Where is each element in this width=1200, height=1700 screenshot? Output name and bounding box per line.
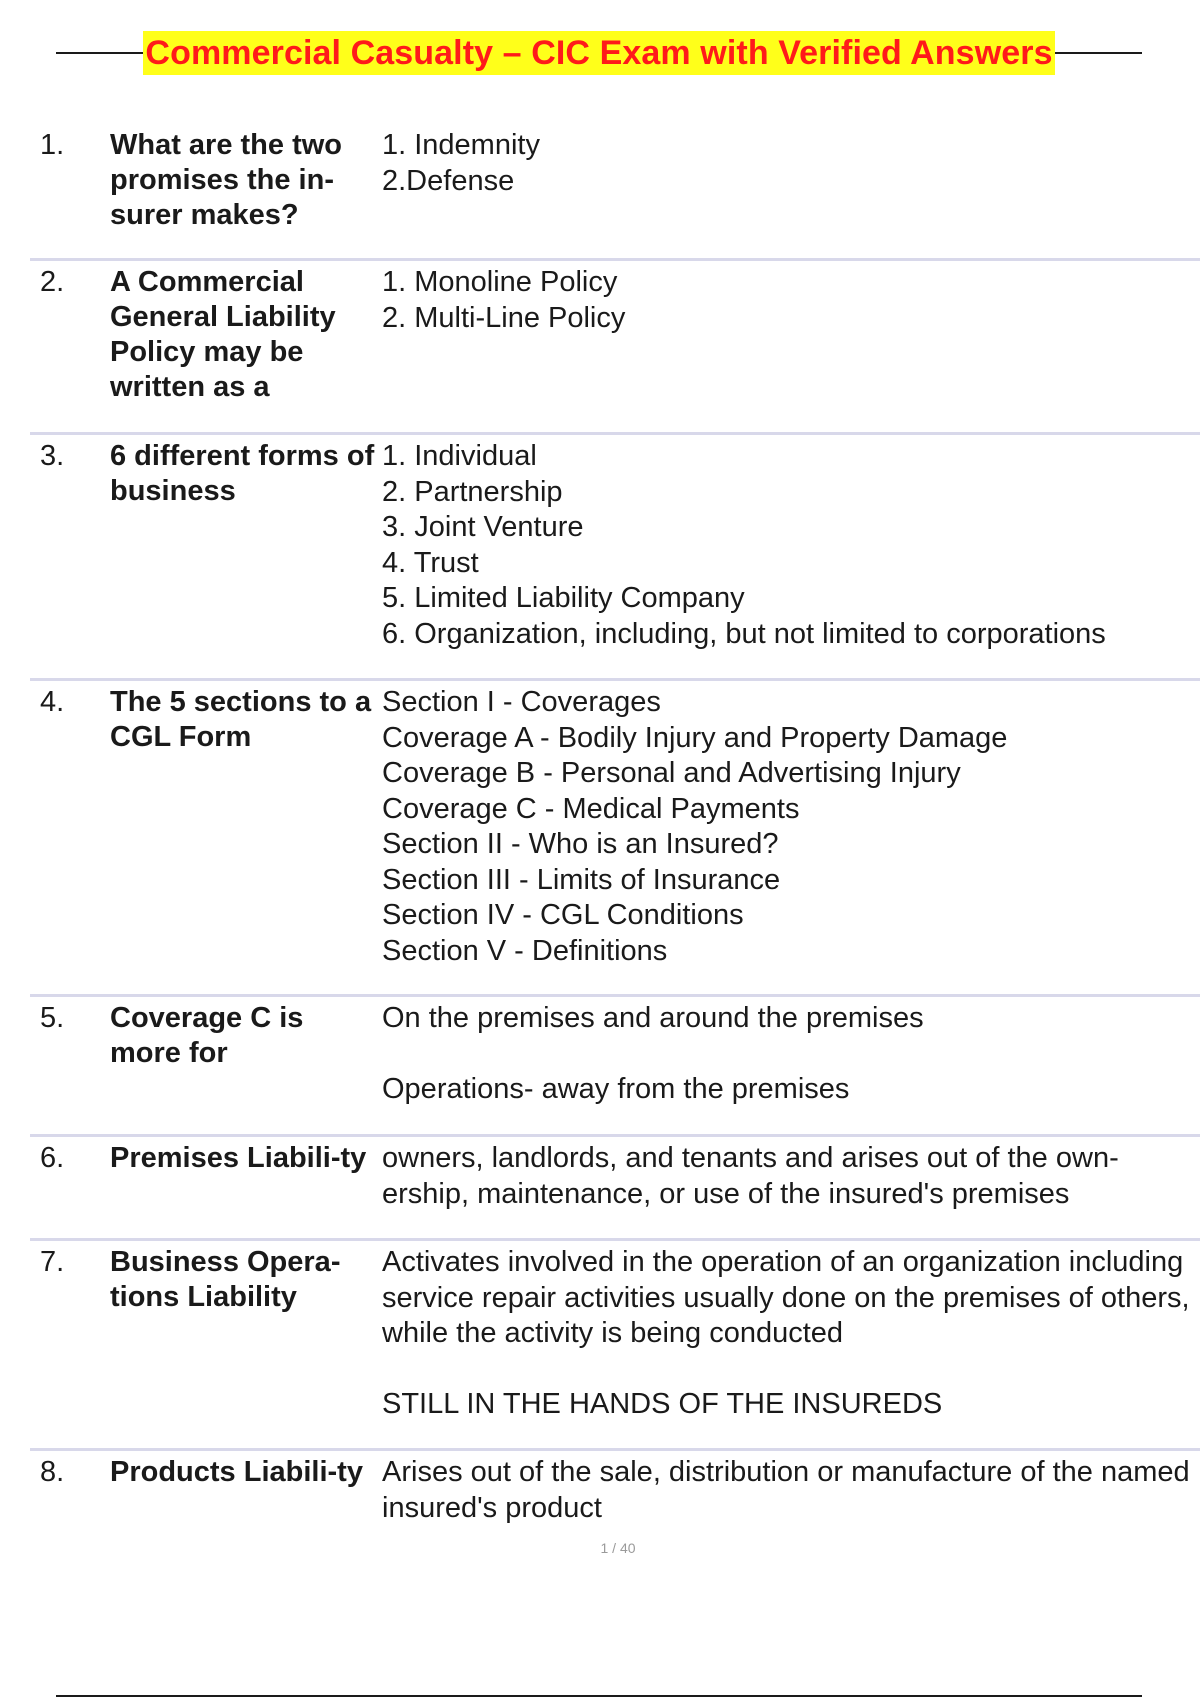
title-rule-left [56, 52, 143, 54]
item-number: 6. [40, 1142, 65, 1174]
item-number: 5. [40, 1002, 65, 1034]
item-question: A Commercial General Liability Policy may be written as a [110, 266, 336, 403]
item-number: 1. [40, 129, 65, 161]
item-answer: Activates involved in the operation of an organization including service repair activities usually done on the premises of others, while the activity is being conducted STILL IN THE HANDS OF THE INSUREDS [382, 1246, 1190, 1420]
item-answer: On the premises and around the premises Operations- away from the premises [382, 1002, 924, 1105]
qa-item [30, 261, 1200, 435]
title-bar [56, 30, 1142, 76]
item-number: 4. [40, 686, 65, 718]
item-answer: Section I - Coverages Coverage A - Bodily Injury and Property Damage Coverage B - Personal and Advertising Injury Coverage C - Medical Payments Section II - Who is an Insured? Section III - Limits of Insurance Section IV - CGL Conditions Section V - Definitions [382, 686, 1008, 967]
title-rule-right [1055, 52, 1142, 54]
item-question: What are the two promises the in-surer makes? [110, 129, 343, 231]
qa-item [30, 1241, 1200, 1451]
item-number: 3. [40, 440, 65, 472]
qa-item [30, 435, 1200, 681]
item-question: 6 different forms of business [110, 440, 375, 507]
item-question: Coverage C is more for [110, 1002, 304, 1069]
document-title: Commercial Casualty – CIC Exam with Verified Answers [143, 31, 1054, 75]
qa-list [30, 124, 1200, 1541]
qa-item [30, 1137, 1200, 1241]
page-indicator: 1 / 40 [600, 1540, 636, 1556]
item-question: Premises Liabili-ty [110, 1142, 367, 1174]
item-answer: 1. Indemnity 2.Defense [382, 129, 540, 197]
item-answer: 1. Individual 2. Partnership 3. Joint Venture 4. Trust 5. Limited Liability Company 6. Organization, including, but not limited to corporations [382, 440, 1106, 650]
item-number: 8. [40, 1456, 65, 1488]
item-answer: Arises out of the sale, distribution or manufacture of the named insured's product [382, 1456, 1198, 1524]
item-answer: 1. Monoline Policy 2. Multi-Line Policy [382, 266, 626, 334]
item-number: 2. [40, 266, 65, 298]
qa-item [30, 124, 1200, 261]
item-question: Products Liabili-ty [110, 1456, 363, 1488]
item-answer: owners, landlords, and tenants and arises out of the own-ership, maintenance, or use of the insured's premises [382, 1142, 1119, 1210]
item-number: 7. [40, 1246, 65, 1278]
qa-item [30, 1451, 1200, 1541]
qa-item [30, 997, 1200, 1137]
item-question: The 5 sections to a CGL Form [110, 686, 372, 753]
bottom-rule [56, 1695, 1142, 1697]
qa-item [30, 681, 1200, 997]
item-question: Business Opera-tions Liability [110, 1246, 341, 1313]
